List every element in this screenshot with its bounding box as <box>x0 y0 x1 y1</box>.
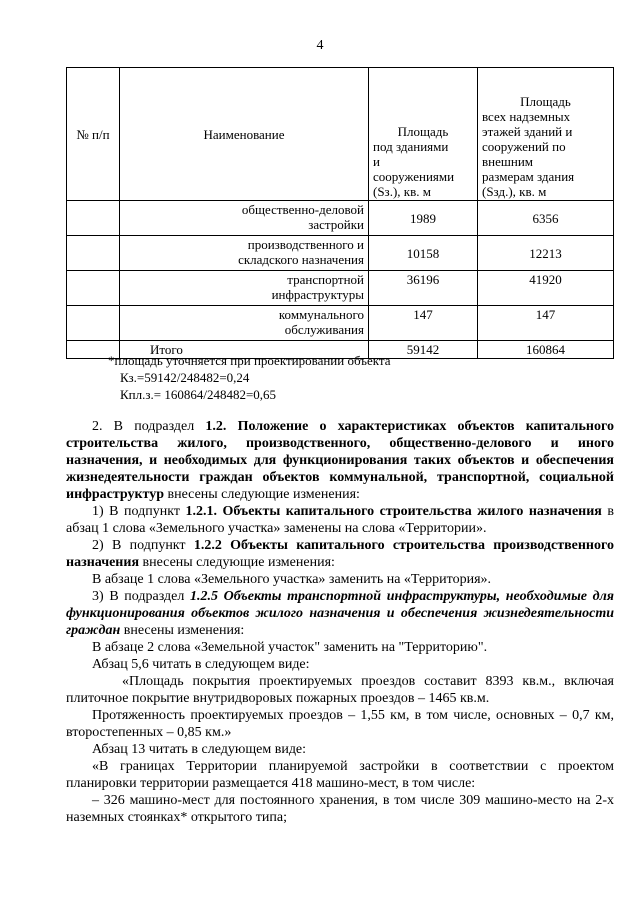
total-area-buildings: 59142 <box>369 341 478 359</box>
paragraph-quote-area: «Площадь покрытия проектируемых проездов составит 8393 кв.м., включая плиточное покрытие внутридворовых пожарных проездов – 1465 кв.м. <box>66 674 614 706</box>
kpl-formula: Кпл.з.= 160864/248482=0,65 <box>120 387 277 402</box>
paragraph-quote-parking: «В границах Территории планируемой застройки в соответствии с проектом планировки территории размещается 418 машино-мест, в том числе: <box>66 759 614 791</box>
row-area-buildings: 10158 <box>369 236 478 271</box>
row-area-buildings: 147 <box>369 306 478 341</box>
area-table <box>66 67 614 359</box>
paragraph-list-item: – 326 машино-мест для постоянного хранения, в том числе 309 машино-место на 2-х наземных стоянках* открытого типа; <box>66 793 614 825</box>
paragraph-abzac-13: Абзац 13 читать в следующем виде: <box>92 742 307 757</box>
footnote: *площадь уточняется при проектировании объекта <box>108 353 391 368</box>
header-num: № п/п <box>67 68 120 201</box>
row-area-total: 41920 <box>478 271 614 306</box>
header-area-total: Площадь всех надземных этажей зданий и сооружений по внешним размерам здания (Sзд.), кв. м <box>478 68 614 201</box>
paragraph-abzac-5-6: Абзац 5,6 читать в следующем виде: <box>92 657 310 672</box>
paragraph-2-3: 3) В подраздел 1.2.5 Объекты транспортной инфраструктуры, необходимые для функционирования объектов жилого назначения и обеспечения жизнедеятельности граждан внесены изменения: <box>66 589 614 638</box>
row-name: общественно-деловой застройки <box>120 201 369 236</box>
kz-formula: Кз.=59142/248482=0,24 <box>120 370 250 385</box>
paragraph-abzac-2: В абзаце 2 слова «Земельной участок" заменить на "Территорию". <box>92 640 488 655</box>
total-label: Итого <box>120 341 369 359</box>
row-area-total: 147 <box>478 306 614 341</box>
paragraph-quote-length: Протяженность проектируемых проездов – 1,55 км, в том числе, основных – 0,7 км, второстепенных – 0,85 км.» <box>66 708 614 740</box>
header-name: Наименование <box>120 68 369 201</box>
row-area-buildings: 36196 <box>369 271 478 306</box>
table-row <box>67 201 614 236</box>
row-area-total: 12213 <box>478 236 614 271</box>
table-header-row <box>67 68 614 201</box>
document-body <box>66 418 614 826</box>
row-name: коммунального обслуживания <box>120 306 369 341</box>
page-number: 4 <box>316 38 324 53</box>
table-row <box>67 271 614 306</box>
paragraph-2-2: 2) В подпункт 1.2.2 Объекты капитального строительства производственного назначения внесены следующие изменения: <box>66 538 614 570</box>
table-notes <box>108 352 391 403</box>
paragraph-2-1: 1) В подпункт 1.2.1. Объекты капитального строительства жилого назначения в абзац 1 слова «Земельного участка» заменены на слова «Территории». <box>66 504 614 536</box>
total-area-total: 160864 <box>478 341 614 359</box>
row-name: транспортной инфраструктуры <box>120 271 369 306</box>
row-area-buildings: 1989 <box>369 201 478 236</box>
table-row <box>67 236 614 271</box>
paragraph-2: 2. В подраздел 1.2. Положение о характеристиках объектов капитального строительства жилого, производственного, общественно-делового и иного назначения, и необходимых для функционирования таких объектов и обеспечения жизнедеятельности граждан объектов коммунальной, транспортной, социальной инфраструктур внесены следующие изменения: <box>66 419 614 502</box>
header-area-buildings: Площадь под зданиями и сооружениями (Sз.), кв. м <box>369 68 478 201</box>
row-area-total: 6356 <box>478 201 614 236</box>
paragraph-2-2-change: В абзаце 1 слова «Земельного участка» заменить на «Территория». <box>92 572 492 587</box>
table-row <box>67 306 614 341</box>
row-name: производственного и складского назначения <box>120 236 369 271</box>
